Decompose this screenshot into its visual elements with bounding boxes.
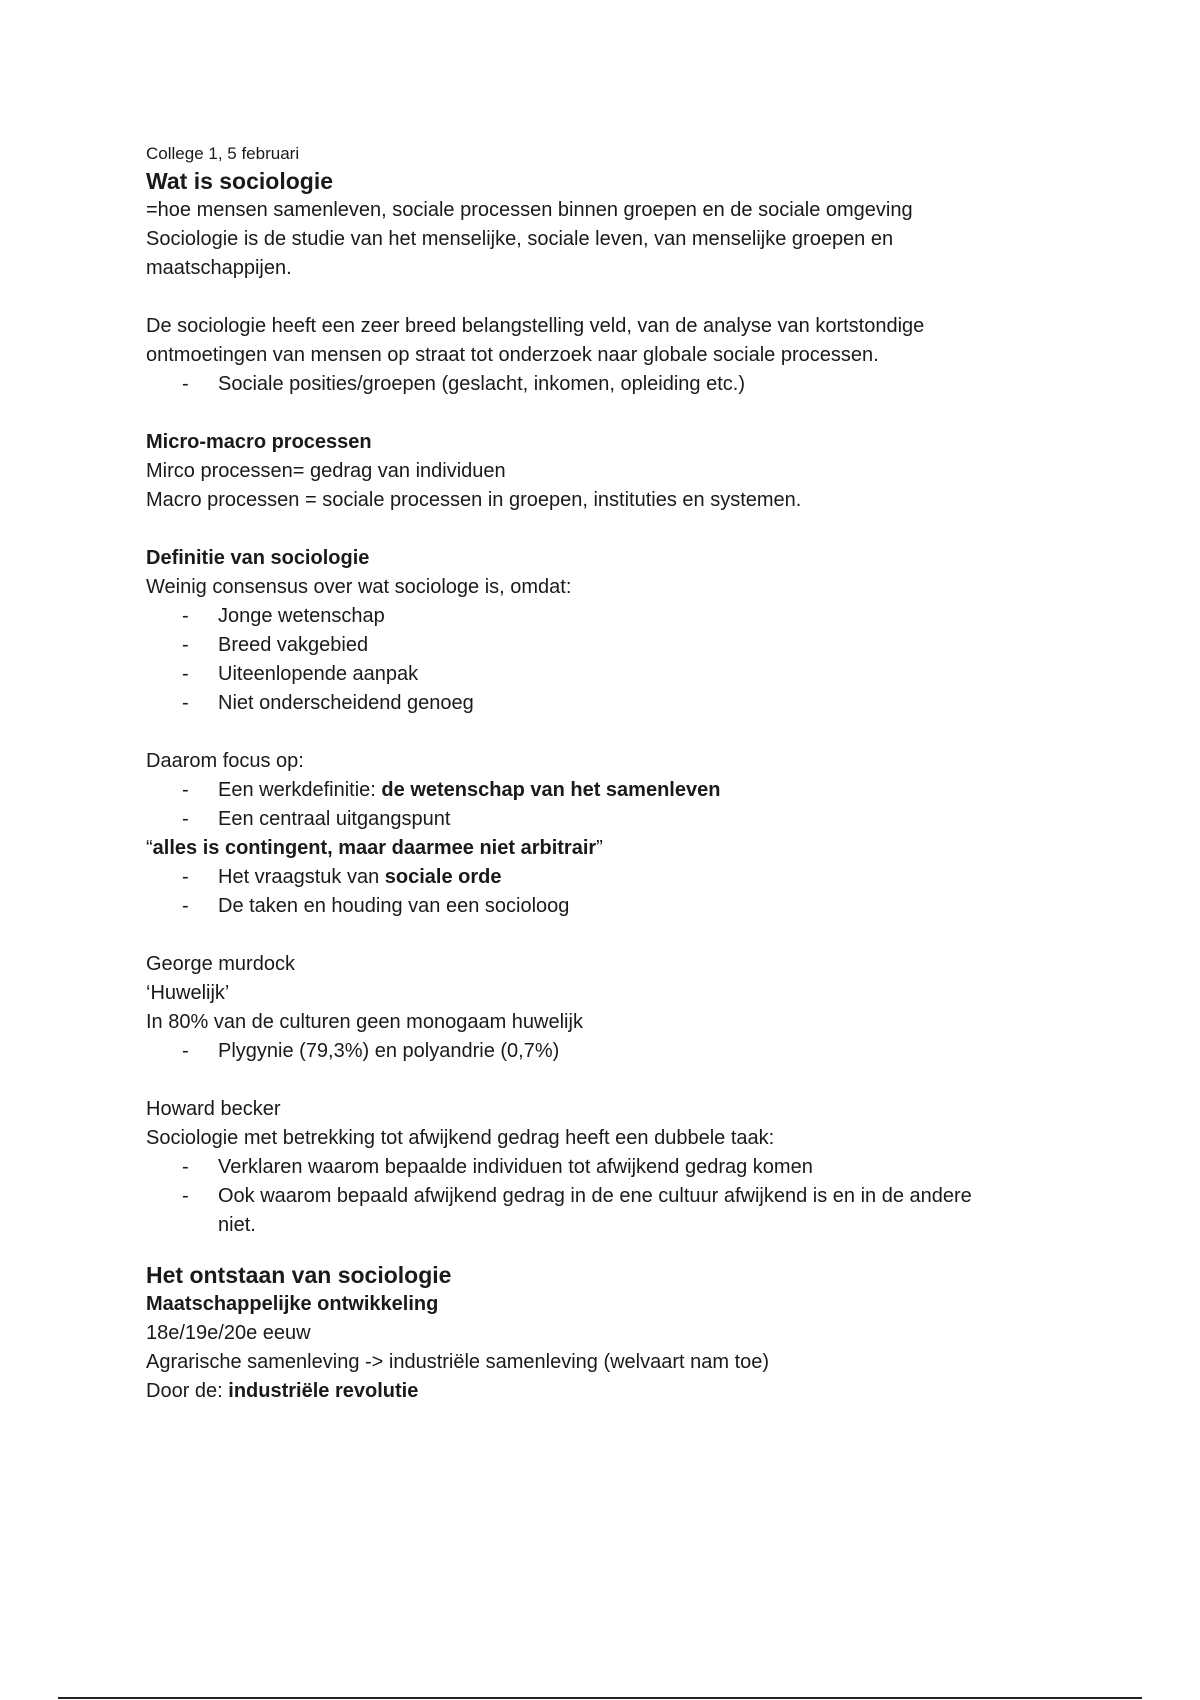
list-item: - Uiteenlopende aanpak — [146, 660, 1086, 689]
author-becker: Howard becker — [146, 1098, 281, 1120]
heading-maatschappelijke-ontwikkeling: Maatschappelijke ontwikkeling — [146, 1293, 439, 1315]
dash-bullet: - — [182, 373, 189, 395]
dash-bullet: - — [182, 1156, 189, 1178]
author-murdock: George murdock — [146, 953, 295, 975]
heading-micro-macro: Micro-macro processen — [146, 431, 372, 453]
paragraph-dubbele-taak: Sociologie met betrekking tot afwijkend gedrag heeft een dubbele taak: — [146, 1127, 775, 1149]
list-item: - Het vraagstuk van sociale orde — [146, 863, 1086, 892]
paragraph-eeuw: 18e/19e/20e eeuw — [146, 1322, 311, 1344]
list-item: - De taken en houding van een socioloog — [146, 892, 1086, 921]
list-item: - Jonge wetenschap — [146, 602, 1086, 631]
paragraph-macro: Macro processen = sociale processen in groepen, instituties en systemen. — [146, 489, 802, 511]
heading-ontstaan: Het ontstaan van sociologie — [146, 1262, 452, 1288]
paragraph-definition: =hoe mensen samenleven, sociale processen binnen groepen en de sociale omgeving — [146, 199, 913, 221]
list-item: - Breed vakgebied — [146, 631, 1086, 660]
list-item: - Niet onderscheidend genoeg — [146, 689, 1086, 718]
dash-bullet: - — [182, 866, 189, 888]
paragraph-study-line1: Sociologie is de studie van het menselijke, sociale leven, van menselijke groepen en — [146, 228, 894, 250]
paragraph-field-line1: De sociologie heeft een zeer breed belangstelling veld, van de analyse van kortstondige — [146, 315, 925, 337]
quote-contingent: “alles is contingent, maar daarmee niet arbitrair” — [146, 837, 603, 859]
dash-bullet: - — [182, 895, 189, 917]
document-page — [146, 142, 1086, 1406]
dash-bullet: - — [182, 808, 189, 830]
list-quote-points — [146, 863, 1086, 921]
paragraph-revolutie: Door de: industriële revolutie — [146, 1380, 419, 1402]
list-becker — [146, 1153, 1086, 1240]
paragraph-study-line2: maatschappijen. — [146, 257, 292, 279]
lecture-date: College 1, 5 februari — [146, 144, 300, 163]
paragraph-agrarisch: Agrarische samenleving -> industriële samenleving (welvaart nam toe) — [146, 1351, 770, 1373]
dash-bullet: - — [182, 779, 189, 801]
list-item: - Plygynie (79,3%) en polyandrie (0,7%) — [146, 1037, 1086, 1066]
paragraph-field-line2: ontmoetingen van mensen op straat tot onderzoek naar globale sociale processen. — [146, 344, 879, 366]
dash-bullet: - — [182, 1040, 189, 1062]
list-item-continuation: niet. — [218, 1214, 256, 1236]
list-item: - Een werkdefinitie: de wetenschap van het samenleven — [146, 776, 1086, 805]
list-reasons — [146, 602, 1086, 718]
dash-bullet: - — [182, 605, 189, 627]
paragraph-focus: Daarom focus op: — [146, 750, 304, 772]
dash-bullet: - — [182, 692, 189, 714]
list-item: - Een centraal uitgangspunt — [146, 805, 1086, 834]
paragraph-consensus: Weinig consensus over wat sociologe is, omdat: — [146, 576, 572, 598]
list-sociale-posities — [146, 370, 1086, 399]
dash-bullet: - — [182, 1185, 189, 1207]
dash-bullet: - — [182, 634, 189, 656]
paragraph-micro: Mirco processen= gedrag van individuen — [146, 460, 506, 482]
paragraph-culturen: In 80% van de culturen geen monogaam huwelijk — [146, 1011, 583, 1033]
heading-wat-is-sociologie: Wat is sociologie — [146, 168, 334, 194]
dash-bullet: - — [182, 663, 189, 685]
list-item: - Ook waarom bepaald afwijkend gedrag in de ene cultuur afwijkend is en in de andere — [146, 1182, 1086, 1211]
list-item: - Sociale posities/groepen (geslacht, inkomen, opleiding etc.) — [146, 370, 1086, 399]
list-murdock — [146, 1037, 1086, 1066]
list-item: - Verklaren waarom bepaalde individuen tot afwijkend gedrag komen — [146, 1153, 1086, 1182]
list-focus — [146, 776, 1086, 834]
page-bottom-rule — [58, 1697, 1142, 1699]
heading-definitie: Definitie van sociologie — [146, 547, 370, 569]
topic-huwelijk: ‘Huwelijk’ — [146, 982, 230, 1004]
